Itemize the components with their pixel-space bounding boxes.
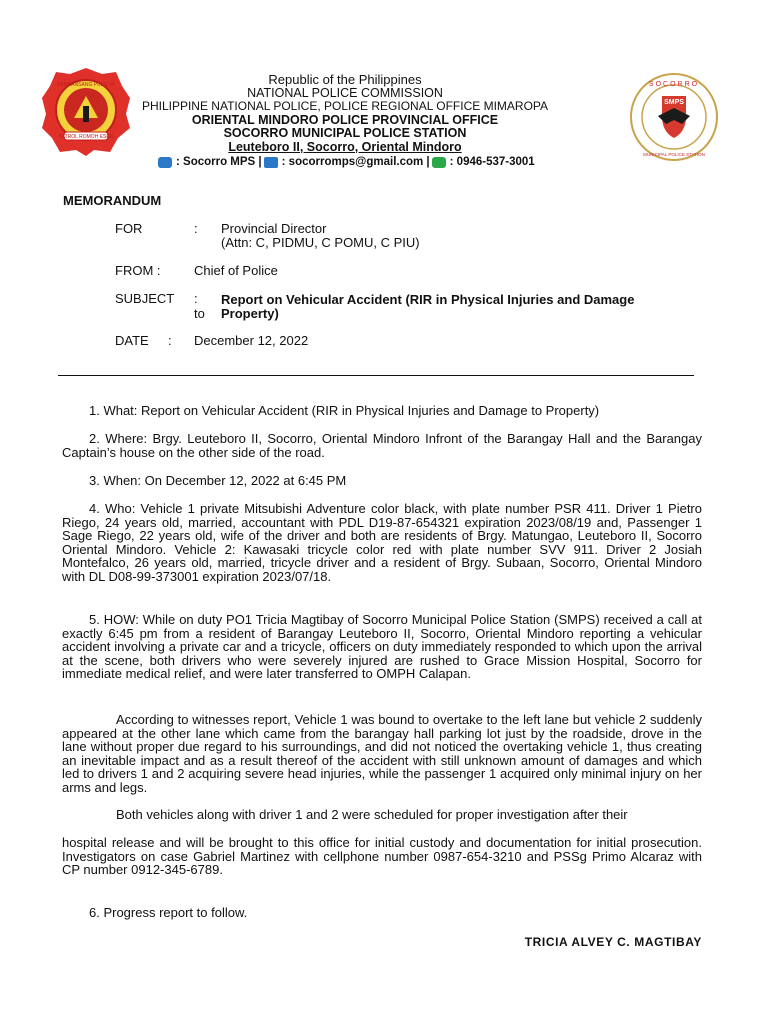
subject-colon: : xyxy=(194,291,198,306)
email-icon xyxy=(264,157,278,168)
divider xyxy=(58,375,694,376)
para-who: 4. Who: Vehicle 1 private Mitsubishi Adventure color black, with plate number PSR 411. Driver 1 Pietro Riego, 24 years old, married, accountant with PDL D19-87-654321 expiration 2023/08/19 and, Passenger 1 Sage Riego, 22 years old, wife of the driver and both are residents of Brgy. Matungao, Leuteboro II, Socorro Oriental Mindoro. Vehicle 2: Kawasaki tricycle color red with plate number SVV 911. Driver 2 Josiah Montefalco, 26 years old, married, tricycle driver and a resident of Brgy. Subaan, Socorro, Oriental Mindoro with DL D08-99-373001 expiration 2023/07/18. xyxy=(62,501,702,584)
date-label: DATE xyxy=(115,333,149,348)
header-station: SOCORRO MUNICIPAL POLICE STATION xyxy=(223,126,467,140)
for-attn: (Attn: C, PIDMU, C POMU, C PIU) xyxy=(221,235,420,250)
for-value: Provincial Director xyxy=(221,221,327,236)
contact-line xyxy=(158,156,535,168)
date-value: December 12, 2022 xyxy=(194,333,309,348)
for-label: FOR xyxy=(115,221,143,236)
contact-facebook: : Socorro MPS | xyxy=(176,156,262,168)
subject-to: to xyxy=(194,306,205,321)
para-what: 1. What: Report on Vehicular Accident (RIR in Physical Injuries and Damage to Property) xyxy=(89,403,600,418)
facebook-icon xyxy=(158,157,172,168)
memo-title: MEMORANDUM xyxy=(63,193,162,208)
svg-text:MUNICIPAL POLICE STATION: MUNICIPAL POLICE STATION xyxy=(643,152,705,157)
subject-label: SUBJECT xyxy=(115,291,175,306)
pnp-seal-logo xyxy=(40,66,132,156)
para-when: 3. When: On December 12, 2022 at 6:45 PM xyxy=(89,473,347,488)
header-regional-office: PHILIPPINE NATIONAL POLICE, POLICE REGIONAL OFFICE MIMAROPA xyxy=(141,99,549,113)
for-colon: : xyxy=(194,221,198,236)
para-progress: 6. Progress report to follow. xyxy=(89,905,248,920)
svg-text:SMPS: SMPS xyxy=(664,99,684,106)
para-witnesses: According to witnesses report, Vehicle 1 was bound to overtake to the left lane but vehicle 2 suddenly appeared at the other lane which came from the barangay hall parking lot just by the roadside, drove in the lane without proper due regard to his surroundings, and did not noticed the overtaking vehicle 1, thus creating an inevitable impact and as a result thereof of the accident with still unknown amount of damages and which led to drivers 1 and 2 acquiring severe head injuries, while the passenger 1 acquired only minimal injury on her arms and legs. xyxy=(62,712,702,795)
smps-seal-logo xyxy=(618,72,730,162)
from-label: FROM : xyxy=(115,263,161,278)
svg-text:PAMBANSANG PULISYA: PAMBANSANG PULISYA xyxy=(57,82,115,88)
header-republic: Republic of the Philippines xyxy=(268,72,422,87)
date-colon: : xyxy=(168,333,172,348)
contact-email: : socorromps@gmail.com | xyxy=(281,156,430,168)
subject-line2: Property) xyxy=(221,306,279,321)
from-value: Chief of Police xyxy=(194,263,278,278)
para-investigation-1: Both vehicles along with driver 1 and 2 were scheduled for proper investigation after their xyxy=(116,807,628,822)
para-where: 2. Where: Brgy. Leuteboro II, Socorro, Oriental Mindoro Infront of the Barangay Hall and the Barangay Captain’s house on the other side of the road. xyxy=(62,431,702,460)
svg-text:SOCORRO: SOCORRO xyxy=(648,81,700,88)
subject-line1: Report on Vehicular Accident (RIR in Physical Injuries and Damage xyxy=(221,292,635,307)
signatory-name: TRICIA ALVEY C. MAGTIBAY xyxy=(524,935,702,949)
header-provincial-office: ORIENTAL MINDORO POLICE PROVINCIAL OFFICE xyxy=(191,112,499,127)
letterhead xyxy=(130,73,560,154)
header-address: Leuteboro II, Socorro, Oriental Mindoro xyxy=(228,139,462,154)
svg-text:PATROL ROMOH ESEN: PATROL ROMOH ESEN xyxy=(58,134,114,140)
header-commission: NATIONAL POLICE COMMISSION xyxy=(247,85,443,100)
phone-icon xyxy=(432,157,446,168)
contact-phone: : 0946-537-3001 xyxy=(449,156,535,168)
para-investigation-2: hospital release and will be brought to this office for initial custody and documentation for initial prosecution. Investigators on case Gabriel Martinez with cellphone number 0987-654-3210 and PSSg Primo Alcaraz with CP number 0912-345-6789. xyxy=(62,835,702,878)
para-how: 5. HOW: While on duty PO1 Tricia Magtibay of Socorro Municipal Police Station (SMPS) received a call at exactly 6:45 pm from a resident of Barangay Leuteboro II, Socorro, Oriental Mindoro reporting a vehicular accident involving a private car and a tricycle, officers on duty immediately responded to which upon the arrival at the scene, both drivers who were severely injured are rushed to Grace Mission Hospital, Socorro for immediate medical relief, and were later transferred to OMPH Calapan. xyxy=(62,612,702,682)
